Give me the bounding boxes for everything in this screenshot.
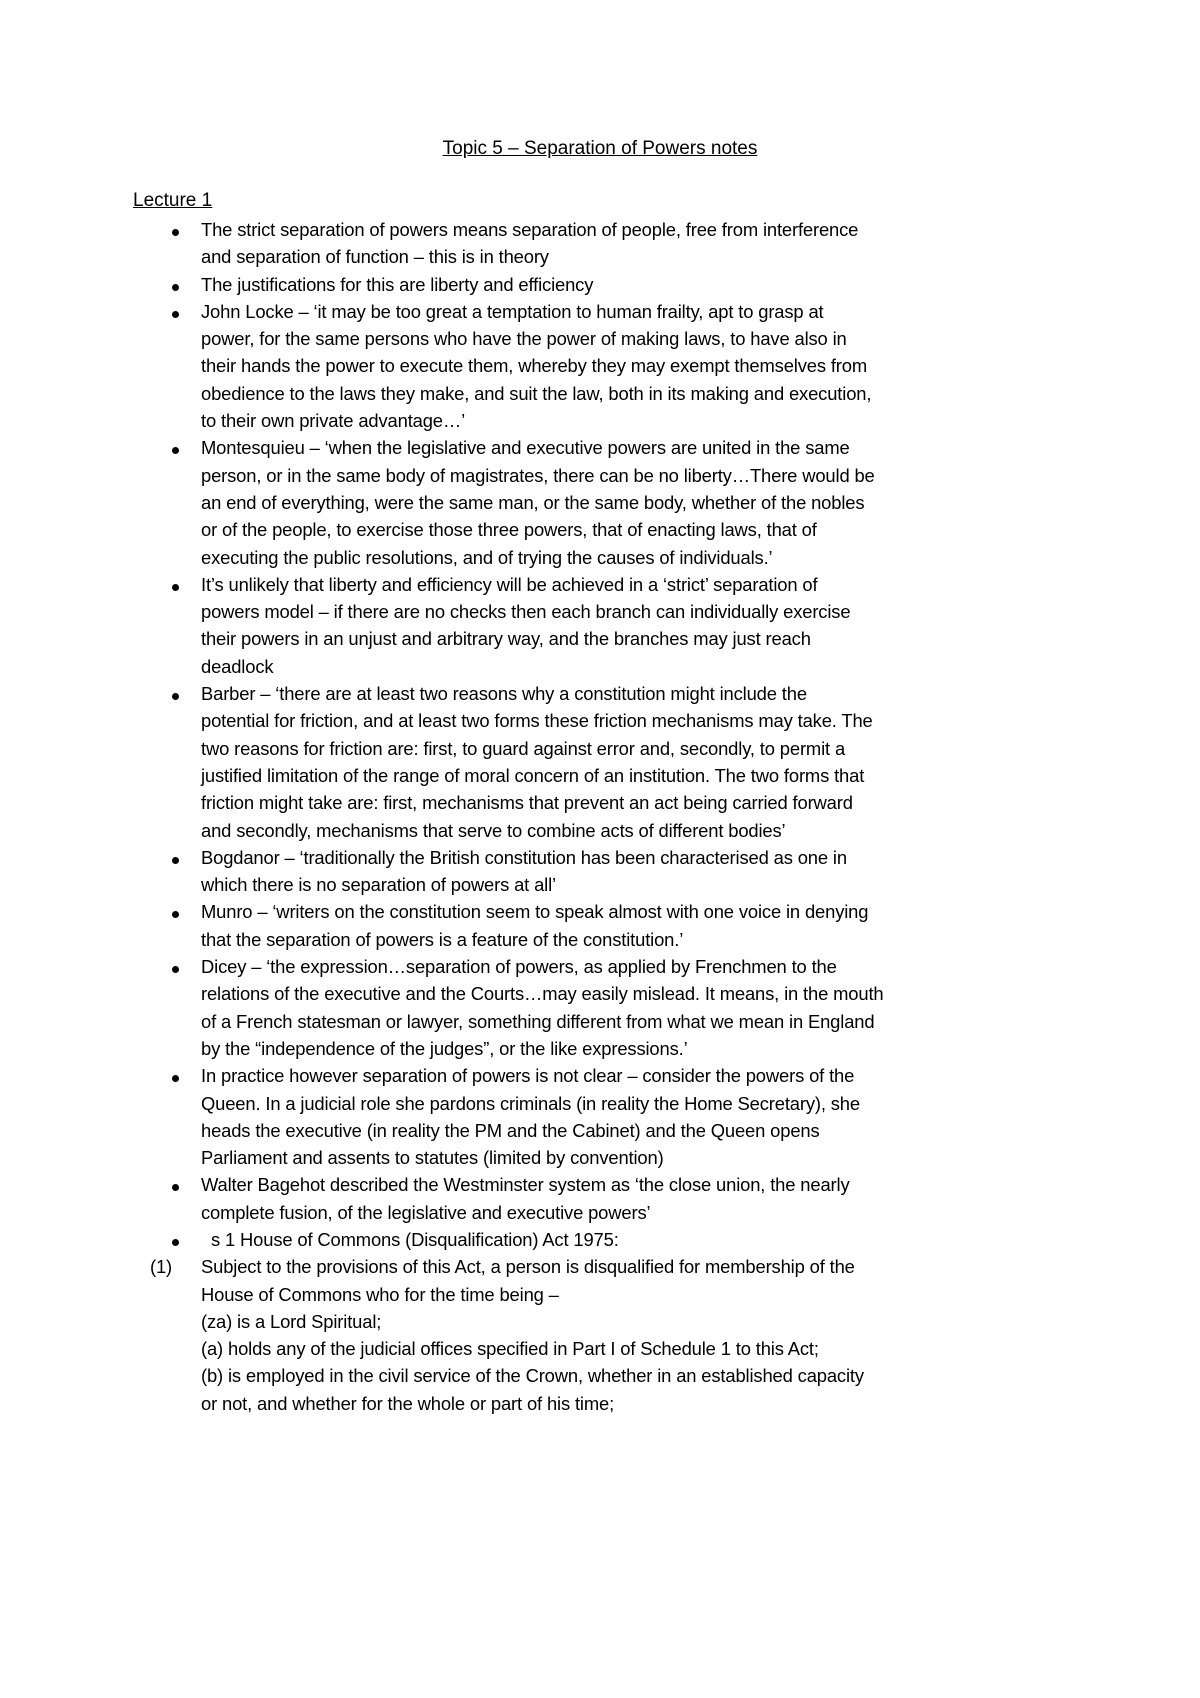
- text-line: an end of everything, were the same man, or the same body, whether of the nobles: [201, 491, 865, 513]
- text-line: by the “independence of the judges”, or the like expressions.’: [201, 1037, 688, 1059]
- text-line: power, for the same persons who have the power of making laws, to have also in: [201, 328, 847, 350]
- text-line: Barber – ‘there are at least two reasons why a constitution might include the: [201, 683, 807, 705]
- text-line: Parliament and assents to statutes (limited by convention): [201, 1147, 664, 1169]
- text-line: obedience to the laws they make, and suit the law, both in its making and execution,: [201, 382, 872, 404]
- bullet-icon: [172, 434, 179, 461]
- bullet-icon: [172, 571, 179, 598]
- bullet-icon: [172, 216, 179, 243]
- text-line: John Locke – ‘it may be too great a temptation to human frailty, apt to grasp at: [201, 300, 824, 322]
- section-heading: Lecture 1: [133, 190, 213, 211]
- text-line: which there is no separation of powers at all’: [201, 874, 556, 896]
- text-line: justified limitation of the range of moral concern of an institution. The two forms that: [201, 764, 865, 786]
- text-line: House of Commons who for the time being –: [201, 1283, 559, 1305]
- text-line: Munro – ‘writers on the constitution seem to speak almost with one voice in denying: [201, 901, 869, 923]
- bullet-icon: [172, 844, 179, 871]
- bullet-item: [0, 953, 1200, 1062]
- document-title: Topic 5 – Separation of Powers notes: [442, 138, 758, 159]
- text-line: Dicey – ‘the expression…separation of powers, as applied by Frenchmen to the: [201, 956, 837, 978]
- text-line: deadlock: [201, 655, 274, 677]
- bullet-icon: [172, 298, 179, 325]
- list-number: (1): [150, 1256, 173, 1278]
- bullet-icon: [172, 680, 179, 707]
- text-line: their powers in an unjust and arbitrary way, and the branches may just reach: [201, 628, 811, 650]
- bullet-icon: [172, 1171, 179, 1198]
- bullet-icon: [172, 898, 179, 925]
- bullet-icon: [172, 1062, 179, 1089]
- text-line: or of the people, to exercise those three powers, that of enacting laws, that of: [201, 519, 817, 541]
- text-line: Montesquieu – ‘when the legislative and executive powers are united in the same: [201, 437, 850, 459]
- text-line: potential for friction, and at least two forms these friction mechanisms may take. The: [201, 710, 873, 732]
- text-line: and secondly, mechanisms that serve to combine acts of different bodies’: [201, 819, 786, 841]
- bullet-item: [0, 298, 1200, 434]
- bullet-icon: [172, 271, 179, 298]
- text-line: that the separation of powers is a feature of the constitution.’: [201, 928, 684, 950]
- bullet-icon: [172, 953, 179, 980]
- text-line: to their own private advantage…’: [201, 410, 466, 432]
- document-body: [0, 216, 1200, 1417]
- text-line: It’s unlikely that liberty and efficiency will be achieved in a ‘strict’ separation of: [201, 573, 818, 595]
- text-line: (b) is employed in the civil service of the Crown, whether in an established capacity: [201, 1365, 864, 1387]
- bullet-item: [0, 1226, 1200, 1253]
- text-line: Bogdanor – ‘traditionally the British constitution has been characterised as one in: [201, 846, 847, 868]
- bullet-item: [0, 1171, 1200, 1226]
- text-line: person, or in the same body of magistrates, there can be no liberty…There would be: [201, 464, 875, 486]
- bullet-item: [0, 216, 1200, 271]
- text-line: (a) holds any of the judicial offices specified in Part I of Schedule 1 to this Act;: [201, 1338, 819, 1360]
- bullet-item: [0, 844, 1200, 899]
- bullet-item: [0, 898, 1200, 953]
- text-line: The strict separation of powers means separation of people, free from interference: [201, 219, 859, 240]
- text-line: friction might take are: first, mechanisms that prevent an act being carried forward: [201, 792, 853, 814]
- text-line: heads the executive (in reality the PM and the Cabinet) and the Queen opens: [201, 1119, 820, 1141]
- text-line: powers model – if there are no checks then each branch can individually exercise: [201, 601, 851, 623]
- text-line: and separation of function – this is in theory: [201, 246, 549, 268]
- text-line: Queen. In a judicial role she pardons criminals (in reality the Home Secretary), she: [201, 1092, 860, 1114]
- bullet-item: [0, 271, 1200, 298]
- text-line: executing the public resolutions, and of trying the causes of individuals.’: [201, 546, 773, 568]
- text-line: complete fusion, of the legislative and executive powers’: [201, 1201, 651, 1223]
- bullet-item: [0, 434, 1200, 570]
- text-line: (za) is a Lord Spiritual;: [201, 1310, 382, 1332]
- numbered-item: [0, 1253, 1200, 1417]
- text-line: Walter Bagehot described the Westminster system as ‘the close union, the nearly: [201, 1174, 850, 1196]
- text-line: s 1 House of Commons (Disqualification) Act 1975:: [211, 1228, 619, 1250]
- bullet-icon: [172, 1226, 179, 1253]
- text-line: of a French statesman or lawyer, something different from what we mean in England: [201, 1010, 875, 1032]
- text-line: Subject to the provisions of this Act, a person is disqualified for membership of the: [201, 1256, 855, 1278]
- text-line: relations of the executive and the Courts…may easily mislead. It means, in the mouth: [201, 983, 884, 1005]
- bullet-item: [0, 1062, 1200, 1171]
- text-line: their hands the power to execute them, whereby they may exempt themselves from: [201, 355, 868, 377]
- text-line: two reasons for friction are: first, to guard against error and, secondly, to permit a: [201, 737, 846, 759]
- text-line: In practice however separation of powers is not clear – consider the powers of the: [201, 1065, 855, 1087]
- bullet-item: [0, 680, 1200, 844]
- bullet-item: [0, 571, 1200, 680]
- text-line: or not, and whether for the whole or part of his time;: [201, 1392, 615, 1414]
- text-line: The justifications for this are liberty and efficiency: [201, 273, 594, 295]
